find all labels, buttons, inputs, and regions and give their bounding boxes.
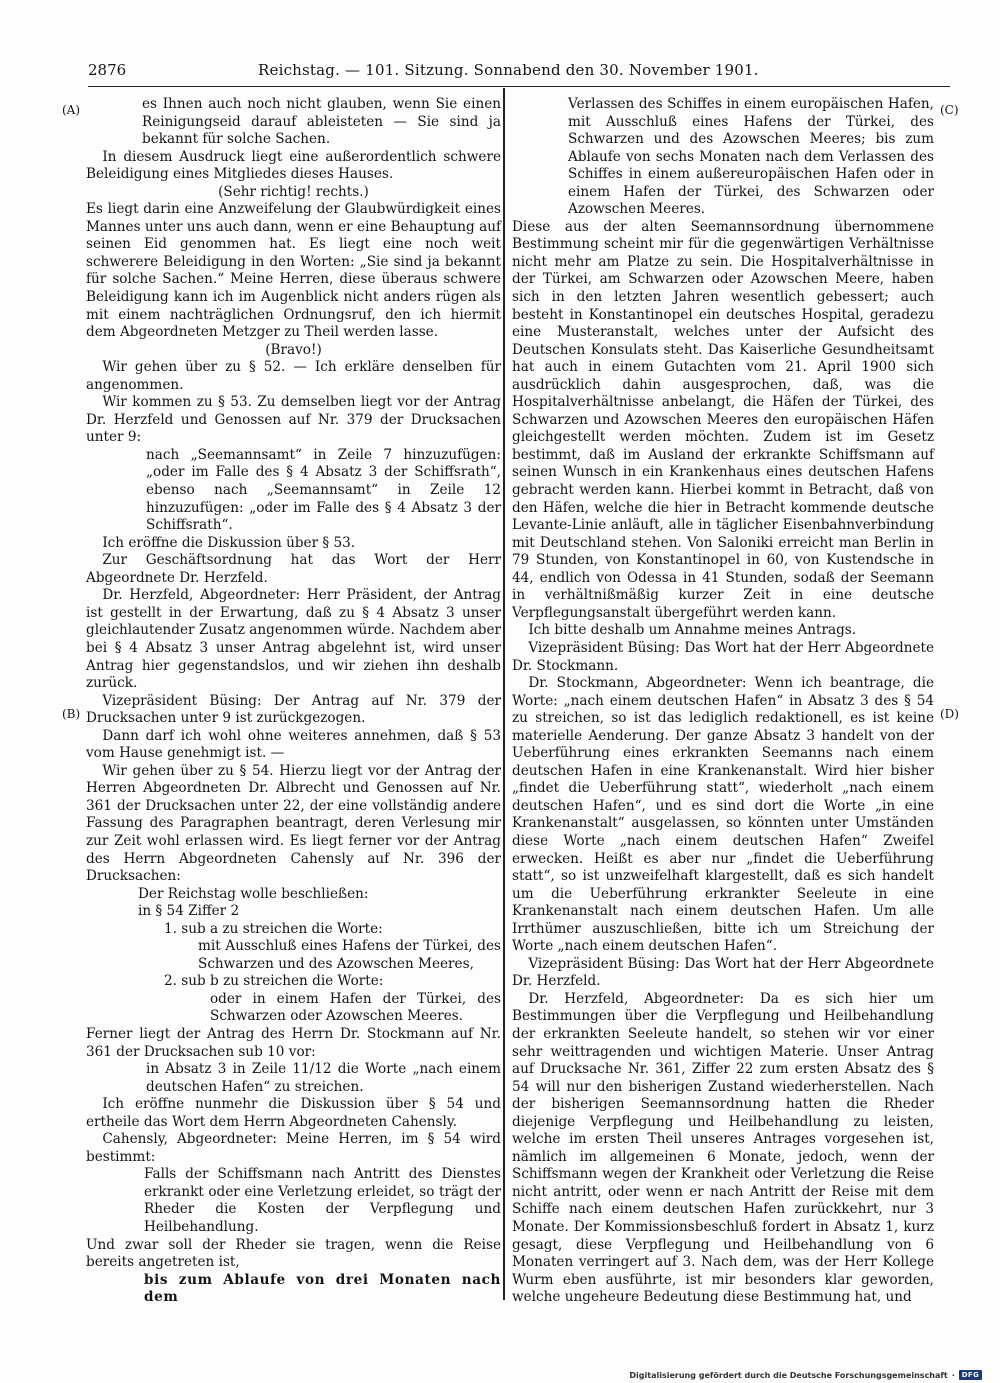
paragraph: es Ihnen auch noch nicht glauben, wenn Sie einen Reinigungseid darauf ableisteten — Sie sind ja bekannt für solche Sachen. [142,96,501,148]
column-divider [503,88,505,1300]
margin-mark-a: (A) [62,103,81,117]
speaker-paragraph: Cahensly, Abgeordneter: Meine Herren, im § 54 wird bestimmt: [86,1131,501,1165]
motion-line: Der Reichstag wolle beschließen: [138,885,369,902]
page-header [88,58,950,87]
paragraph: Ich bitte deshalb um Annahme meines Antrags. [528,622,857,639]
speaker-paragraph: Dr. Herzfeld, Abgeordneter: Da es sich hier um Bestimmungen über die Verpflegung und Heilbehandlung der erkrankten Seeleute handelt, so stehen wir vor einer sehr weittragenden und wichtigen Materie. Unser Antrag auf Drucksache Nr. 361, Ziffer 22 zum ersten Absatz des § 54 will nur den bisherigen Zustand wiederherstellen. Nach der bisherigen Seemannsordnung hatten die Rheder diejenige Verpflegung und Heilbehandlung zu leisten, welche im ersten Theil unseres Antrages vorgesehen ist, nämlich im allgemeinen 6 Monate, jedoch, wenn der Schiffsmann wegen der Krankheit oder Verletzung die Reise nicht antritt, oder wenn er nach Antritt der Reise mit dem Schiffe nach einem deutschen Hafen zurückkehrt, nur 3 Monate. Der Kommissionsbeschluß fordert in Absatz 1, kurz gesagt, diese Verpflegung und Heilbehandlung von 6 Monaten verringert auf 3. Nach dem, was der Herr Kollege Wurm eben ausführte, ist mir besonders klar geworden, welche ungeheure Bedeutung diese Bestimmung hat, und [512,990,934,1306]
left-column [86,96,501,1307]
motion-line: 1. sub a zu streichen die Worte: [164,920,383,937]
paragraph: Wir kommen zu § 53. Zu demselben liegt vor der Antrag Dr. Herzfeld und Genossen auf Nr. 379 der Drucksachen unter 9: [86,394,501,446]
speaker-paragraph: Vizepräsident Büsing: Das Wort hat der Herr Abgeordnete Dr. Stockmann. [512,639,934,674]
right-column [512,96,934,1307]
paragraph: Dann darf ich wohl ohne weiteres annehmen, daß § 53 vom Hause genehmigt ist. — [86,727,501,762]
interjection: (Bravo!) [265,341,322,358]
paragraph: Es liegt darin eine Anzweifelung der Glaubwürdigkeit eines Mannes unter uns auch dann, wenn er eine Behauptung auf seinen Eid genommen hat. Es liegt eine noch weit schwerere Beleidigung in den Worten: „Sie sind ja bekannt für solche Sachen.“ Meine Herren, diese überaus schwere Beleidigung kann ich im Augenblick nicht anders rügen als mit einem nachträglichen Ordnungsruf, den ich hiermit dem Abgeordneten Metzger zu Theil werden lasse. [86,201,501,341]
paragraph: Ferner liegt der Antrag des Herrn Dr. Stockmann auf Nr. 361 der Drucksachen sub 10 vor: [86,1025,501,1060]
paragraph: Zur Geschäftsordnung hat das Wort der Herr Abgeordnete Dr. Herzfeld. [86,552,501,586]
motion-line: in Absatz 3 in Zeile 11/12 die Worte „nach einem deutschen Hafen“ zu streichen. [146,1061,501,1095]
credit-text: Digitalisierung gefördert durch die Deutsche Forschungsgemeinschaft [629,1370,948,1380]
paragraph: Diese aus der alten Seemannsordnung übernommene Bestimmung scheint mir für die gegenwärtigen Verhältnisse nicht mehr am Platze zu sein. Die Hospitalverhältnisse in der Türkei, am Schwarzen oder Azowschen Meere, haben sich in den letzten Jahren wesentlich gebessert; auch besteht in Konstantinopel ein deutsches Hospital, geradezu eine Musteranstalt, welches unter der Aufsicht des Deutschen Konsulats steht. Das Kaiserliche Gesundheitsamt hat auch in einem Gutachten vom 21. April 1900 sich ausdrücklich dahin ausgesprochen, daß, was die Hospitalverhältnisse anbelangt, die Häfen der Türkei, des Schwarzen und Azowschen Meeres den europäischen Häfen gleichgestellt werden möchten. Zudem ist im Gesetz bestimmt, daß im Ausland der erkrankte Schiffsmann auf seinen Wunsch in ein Krankenhaus eines deutschen Hafens gebracht werden kann. Hierbei kommt in Betracht, daß von den Häfen, welche die hier in Betracht kommende deutsche Levante-Linie anläuft, alle in täglicher Eisenbahnverbindung mit Deutschland stehen. Von Saloniki erreicht man Berlin in 79 Stunden, von Konstantinopel in 60, von Kustendsche in 44, endlich von Odessa in 41 Stunden, sodaß der Seemann in verhältnißmäßig kurzer Zeit in eine deutsche Verpflegungsanstalt übergeführt werden kann. [512,218,934,621]
page-number: 2876 [88,61,127,79]
speaker-paragraph: Dr. Herzfeld, Abgeordneter: Herr Präsident, der Antrag ist gestellt in der Erwartung, daß zu § 4 Absatz 3 unser gleichlautender Zusatz angenommen würde. Nachdem aber bei § 4 Absatz 3 unser Antrag abgelehnt ist, wird unser Antrag hier gegenstandslos, und wir ziehen ihn deshalb zurück. [86,587,501,692]
speaker-paragraph: Dr. Stockmann, Abgeordneter: Wenn ich beantrage, die Worte: „nach einem deutschen Hafen“ in Absatz 3 des § 54 zu streichen, so ist das lediglich redaktionell, es ist keine materielle Aenderung. Der ganze Absatz 3 handelt von der Ueberführung eines erkrankten Seemanns nach einem deutschen Hafen in eine Krankenanstalt. Wird hier bisher „findet die Ueberführung statt“, wiederholt „nach einem deutschen Hafen“, und es sind dort die Worte „in eine Krankenanstalt“ ausgelassen, so könnten unter Umständen diese Worte „nach einem deutschen Hafen“ Zweifel erwecken. Heißt es aber nur „findet die Ueberführung statt“, so ist unzweifelhaft klargestellt, daß es sich handelt um die Ueberführung erkrankter Seeleute in eine Krankenanstalt nach einem deutschen Hafen. Um alle Irrthümer auszuschließen, bitte ich um Streichung der Worte „nach einem deutschen Hafen“. [512,675,934,955]
margin-mark-c: (C) [940,103,959,117]
speaker-paragraph: Vizepräsident Büsing: Das Wort hat der Herr Abgeordnete Dr. Herzfeld. [512,955,934,990]
margin-mark-d: (D) [940,707,959,721]
digitization-credit: Digitalisierung gefördert durch die Deutsche Forschungsgemeinschaft · DFG [629,1370,982,1380]
motion-line: mit Ausschluß eines Hafens der Türkei, des Schwarzen und des Azowschen Meeres, [198,938,501,972]
motion-line: in § 54 Ziffer 2 [138,903,240,920]
dfg-logo-icon: DFG [959,1370,982,1380]
motion-line: oder in einem Hafen der Türkei, des Schwarzen oder Azowschen Meeres. [210,990,501,1025]
paragraph: Ich eröffne nunmehr die Diskussion über § 54 und ertheile das Wort dem Herrn Abgeordneten Cahensly. [86,1096,501,1130]
paragraph: Wir gehen über zu § 54. Hierzu liegt vor der Antrag der Herren Abgeordneten Dr. Albrecht und Genossen auf Nr. 361 der Drucksachen unter 22, der eine vollständig andere Fassung des Paragraphen beantragt, deren Verlesung mir zur Zeit wohl erlassen wird. Es liegt ferner vor der Antrag des Herrn Abgeordneten Cahensly auf Nr. 396 der Drucksachen: [86,762,501,885]
paragraph: Wir gehen über zu § 52. — Ich erkläre denselben für angenommen. [86,359,501,393]
interjection: (Sehr richtig! rechts.) [218,183,369,200]
paragraph: Ich eröffne die Diskussion über § 53. [102,534,356,551]
quoted-law-text: Verlassen des Schiffes in einem europäischen Hafen, mit Ausschluß eines Hafens der Türkei, des Schwarzen und des Azowschen Meeres; bis zum Ablaufe von sechs Monaten nach dem Verlassen des Schiffes in einem außereuropäischen Hafen oder in einem Hafen der Türkei, des Schwarzen oder Azowschen Meeres. [568,96,934,218]
quoted-amendment: nach „Seemannsamt“ in Zeile 7 hinzuzufügen: „oder im Falle des § 4 Absatz 3 der Schiffsrath“, ebenso nach „Seemannsamt“ in Zeile 12 hinzuzufügen: „oder im Falle des § 4 Absatz 3 der Schiffsrath“. [146,446,501,534]
paragraph: Und zwar soll der Rheder sie tragen, wenn die Reise bereits angetreten ist, [86,1236,501,1271]
speaker-paragraph: Vizepräsident Büsing: Der Antrag auf Nr. 379 der Drucksachen unter 9 ist zurückgezogen. [86,692,501,727]
quoted-law-text: bis zum Ablaufe von drei Monaten nach dem [144,1271,501,1306]
margin-mark-b: (B) [62,707,81,721]
running-title: Reichstag. — 101. Sitzung. Sonnabend den 30. November 1901. [258,61,759,79]
paragraph: In diesem Ausdruck liegt eine außerordentlich schwere Beleidigung eines Mitgliedes dieses Hauses. [86,148,501,183]
quoted-law-text: Falls der Schiffsmann nach Antritt des Dienstes erkrankt oder eine Verletzung erleidet, so trägt der Rheder die Kosten der Verpflegung und Heilbehandlung. [144,1166,501,1235]
motion-line: 2. sub b zu streichen die Worte: [164,973,384,990]
